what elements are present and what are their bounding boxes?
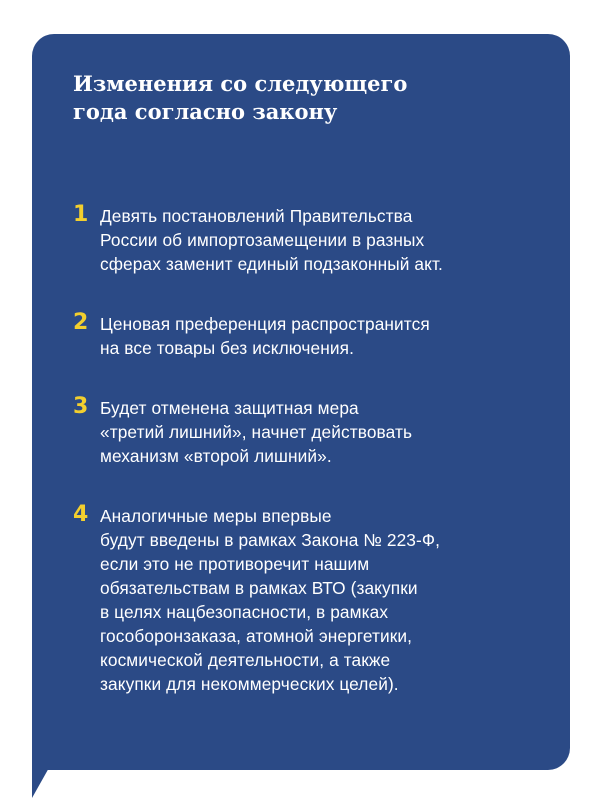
list-item-3 — [73, 396, 570, 468]
item-text: Девять постановлений Правительства России об импортозамещении в разных сферах заменит единый подзаконный акт. — [100, 206, 443, 274]
item-number: 4 — [73, 502, 89, 527]
item-number: 2 — [73, 310, 89, 335]
item-number: 1 — [73, 202, 89, 227]
item-number: 3 — [73, 394, 89, 419]
changes-list — [73, 204, 570, 696]
list-item-2 — [73, 312, 570, 360]
list-item-1 — [73, 204, 570, 276]
info-card — [32, 34, 570, 770]
item-text: Ценовая преференция распространится на все товары без исключения. — [100, 314, 430, 358]
item-text: Будет отменена защитная мера «третий лишний», начнет действовать механизм «второй лишний». — [100, 398, 413, 466]
list-item-4 — [73, 504, 570, 696]
speech-bubble-tail — [32, 766, 50, 798]
card-title: Изменения со следующего года согласно закону — [73, 71, 408, 124]
item-text: Аналогичные меры впервые будут введены в рамках Закона № 223-Ф, если это не противоречит нашим обязательствам в рамках ВТО (закупки в целях нацбезопасности, в рамках гособоронзаказа, атомной энергетики, космической деятельности, а также закупки для некоммерческих целей). — [100, 506, 440, 694]
